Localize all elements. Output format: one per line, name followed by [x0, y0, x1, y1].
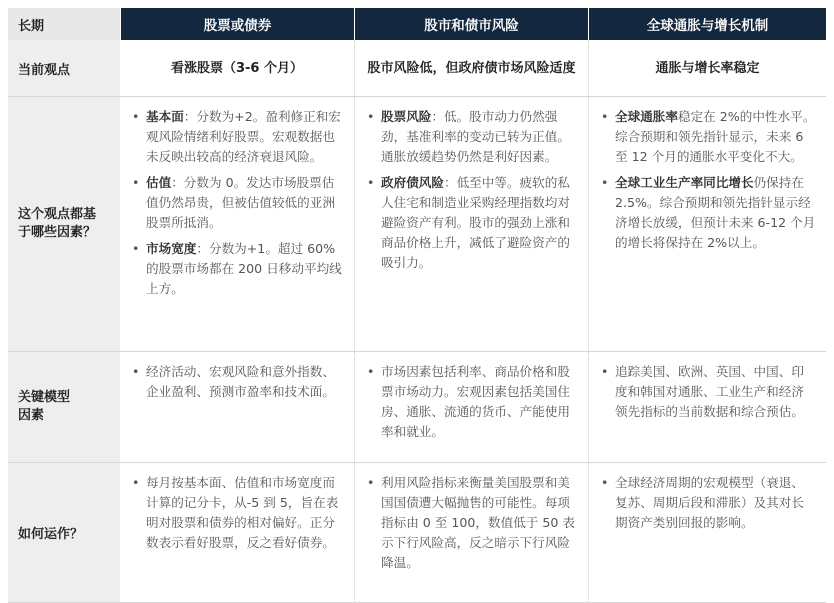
drivers-inflation-growth — [588, 352, 826, 462]
item-body: 追踪美国、欧洲、英国、中国、印度和韩国对通胀、工业生产和经济领先指标的当前数据和综合预估。 — [615, 364, 804, 419]
bullet-icon: • — [132, 175, 140, 190]
bullet-icon: • — [601, 475, 609, 490]
item-heading: 估值 — [146, 175, 172, 190]
item-body: 全球经济周期的宏观模型（衰退、复苏、周期后段和滞胀）及其对长期资产类别回报的影响。 — [615, 475, 804, 530]
how-inflation-growth — [588, 463, 826, 602]
bullet-icon: • — [132, 475, 140, 490]
header-stocks-or-bonds: 股票或债券 — [120, 8, 354, 40]
list-item — [367, 362, 578, 442]
drivers-market-risk — [354, 352, 588, 462]
item-heading: 全球工业生产率同比增长 — [615, 175, 754, 190]
row-label-current-view: 当前观点 — [8, 40, 120, 96]
item-body: ：低。股市动力仍然强劲，基准利率的变动已转为正值。通胀放缓趋势仍然是利好因素。 — [381, 109, 570, 164]
list-item — [132, 173, 344, 233]
list-item — [367, 107, 578, 167]
list-item — [601, 362, 816, 422]
view-stocks-or-bonds: 看涨股票（3-6 个月） — [170, 60, 303, 76]
bullet-icon: • — [367, 109, 375, 124]
item-heading: 基本面 — [146, 109, 184, 124]
item-body: 利用风险指标来衡量美国股票和美国国债遭大幅抛售的可能性。每项指标由 0 至 100，数值低于 50 表示下行风险高，反之暗示下行风险降温。 — [381, 475, 576, 570]
row-label-model-drivers: 关键模型因素 — [8, 352, 120, 462]
header-row — [8, 8, 826, 40]
item-body: 每月按基本面、估值和市场宽度而计算的记分卡，从-5 到 5，旨在表明对股票和债券的相对偏好。正分数表示看好股票，反之看好债券。 — [146, 475, 339, 550]
bullet-icon: • — [367, 175, 375, 190]
bullet-icon: • — [367, 364, 375, 379]
current-view-row — [8, 40, 826, 97]
item-body: ：低至中等。疲软的私人住宅和制造业采购经理指数均对避险资产有利。股市的强劲上涨和商品价格上升，减低了避险资产的吸引力。 — [381, 175, 570, 270]
item-body: 稳定在 2%的中性水平。综合预期和领先指针显示，未来 6 至 12 个月的通胀水平变化不大。 — [615, 109, 816, 164]
how-stocks-or-bonds — [120, 463, 354, 602]
item-body: 仍保持在 2.5%。综合预期和领先指针显示经济增长放缓，但预计未来 6-12 个月的增长将保持在 2%以上。 — [615, 175, 816, 250]
view-market-risk: 股市风险低，但政府债市场风险适度 — [354, 40, 588, 96]
list-item — [132, 107, 344, 167]
bullet-icon: • — [367, 475, 375, 490]
header-corner: 长期 — [8, 8, 120, 40]
bullet-icon: • — [132, 364, 140, 379]
item-body: 市场因素包括利率、商品价格和股票市场动力。宏观因素包括美国住房、通胀、流通的货币、产能使用率和就业。 — [381, 364, 570, 439]
header-market-risk: 股市和债市风险 — [354, 8, 588, 40]
list-item — [601, 173, 816, 253]
bullet-icon: • — [601, 364, 609, 379]
header-inflation-growth: 全球通胀与增长机制 — [588, 8, 826, 40]
list-item — [367, 173, 578, 273]
list-item — [132, 473, 344, 553]
bullet-icon: • — [601, 109, 609, 124]
bullet-icon: • — [601, 175, 609, 190]
item-heading: 政府债风险 — [381, 175, 444, 190]
how-it-works-row — [8, 463, 826, 603]
factors-market-risk — [354, 97, 588, 351]
bullet-icon: • — [132, 109, 140, 124]
list-item — [132, 239, 344, 299]
item-body: 经济活动、宏观风险和意外指数、企业盈利、预测市盈率和技术面。 — [146, 364, 335, 399]
item-heading: 股票风险 — [381, 109, 432, 124]
row-label-factors: 这个观点都基于哪些因素？ — [8, 97, 120, 351]
item-body: ：分数为+2。盈利修正和宏观风险情绪利好股票。宏观数据也未反映出较高的经济衰退风险。 — [146, 109, 341, 164]
item-heading: 市场宽度 — [146, 241, 197, 256]
list-item — [601, 473, 816, 533]
view-inflation-growth: 通胀与增长率稳定 — [588, 40, 826, 96]
item-body: ：分数为 0。发达市场股票估值仍然昂贵，但被估值较低的亚洲股票所抵消。 — [146, 175, 335, 230]
bullet-icon: • — [132, 241, 140, 256]
model-drivers-row — [8, 352, 826, 463]
item-body: ：分数为+1。超过 60%的股票市场都在 200 日移动平均线上方。 — [146, 241, 342, 296]
factors-stocks-or-bonds — [120, 97, 354, 351]
factors-row — [8, 97, 826, 352]
list-item — [367, 473, 578, 573]
outlook-table — [8, 8, 826, 603]
drivers-stocks-or-bonds — [120, 352, 354, 462]
item-heading: 全球通胀率 — [615, 109, 678, 124]
row-label-how-it-works: 如何运作？ — [8, 463, 120, 602]
factors-inflation-growth — [588, 97, 826, 351]
how-market-risk — [354, 463, 588, 602]
list-item — [132, 362, 344, 402]
list-item — [601, 107, 816, 167]
